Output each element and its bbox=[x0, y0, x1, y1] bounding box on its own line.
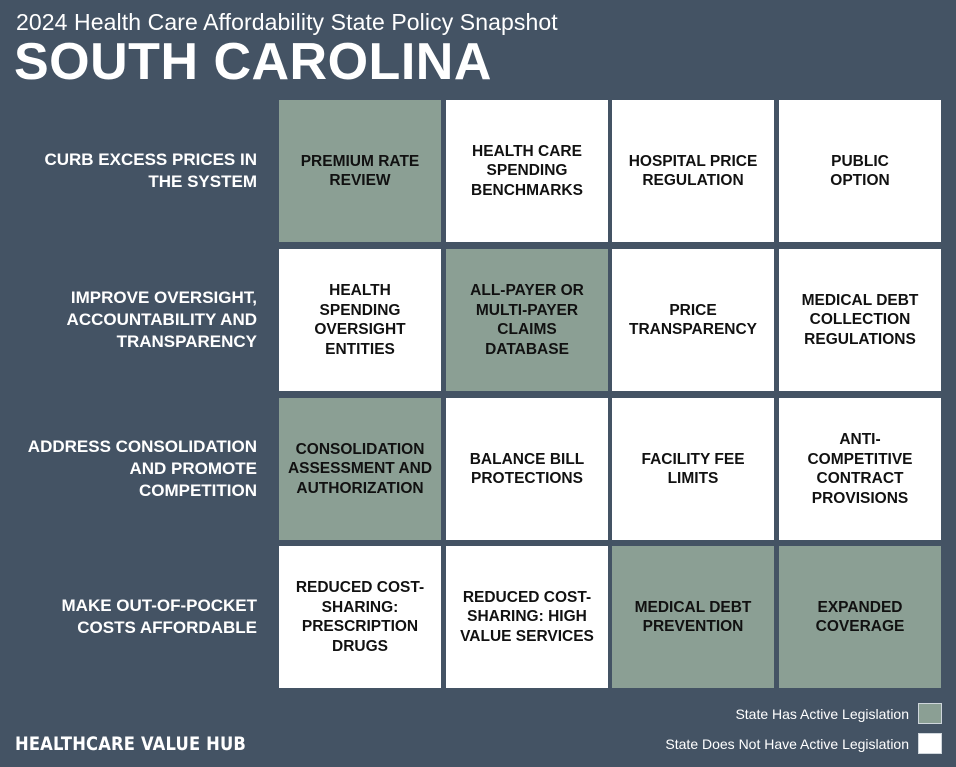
policy-cell-label: MEDICAL DEBT PREVENTION bbox=[634, 598, 752, 635]
policy-cell-label: ALL-PAYER OR MULTI-PAYER CLAIMS DATABASE bbox=[470, 282, 584, 358]
legend-active bbox=[735, 703, 942, 724]
page-title: SOUTH CAROLINA bbox=[14, 33, 492, 91]
row-label-text: IMPROVE OVERSIGHT, ACCOUNTABILITY AND TRANSPARENCY bbox=[66, 288, 257, 351]
page-subtitle: 2024 Health Care Affordability State Policy Snapshot bbox=[16, 9, 558, 35]
row-label-consolidation bbox=[0, 398, 257, 540]
policy-cell-consolidation-assessment bbox=[279, 398, 441, 540]
legend-inactive-swatch bbox=[918, 733, 942, 754]
legend-active-swatch bbox=[918, 703, 942, 724]
policy-cell-label: PUBLIC OPTION bbox=[830, 152, 890, 189]
policy-cell-label: PREMIUM RATE REVIEW bbox=[300, 152, 420, 189]
policy-cell-label: MEDICAL DEBT COLLECTION REGULATIONS bbox=[801, 291, 919, 348]
policy-cell-label: EXPANDED COVERAGE bbox=[815, 598, 905, 635]
policy-cell-label: HEALTH CARE SPENDING BENCHMARKS bbox=[471, 142, 583, 199]
policy-cell-expanded-coverage bbox=[779, 546, 941, 688]
legend-inactive bbox=[665, 733, 942, 754]
policy-cell-premium-rate-review bbox=[279, 100, 441, 242]
legend-inactive-label: State Does Not Have Active Legislation bbox=[665, 735, 909, 752]
policy-cell-anti-competitive bbox=[779, 398, 941, 540]
policy-cell-label: REDUCED COST-SHARING: PRESCRIPTION DRUGS bbox=[295, 579, 425, 655]
policy-cell-hospital-price-regulation bbox=[612, 100, 774, 242]
policy-cell-label: REDUCED COST-SHARING: HIGH VALUE SERVICES bbox=[460, 588, 594, 645]
policy-cell-label: HOSPITAL PRICE REGULATION bbox=[628, 152, 758, 189]
policy-cell-label: CONSOLIDATION ASSESSMENT AND AUTHORIZATION bbox=[287, 440, 433, 497]
policy-cell-cost-sharing-drugs bbox=[279, 546, 441, 688]
policy-cell-debt-collection bbox=[779, 249, 941, 391]
policy-cell-label: FACILITY FEE LIMITS bbox=[641, 450, 745, 487]
policy-cell-public-option bbox=[779, 100, 941, 242]
policy-cell-balance-bill bbox=[446, 398, 608, 540]
policy-cell-debt-prevention bbox=[612, 546, 774, 688]
policy-cell-label: ANTI-COMPETITIVE CONTRACT PROVISIONS bbox=[807, 431, 913, 507]
row-label-text: MAKE OUT-OF-POCKET COSTS AFFORDABLE bbox=[61, 596, 257, 637]
policy-cell-spending-benchmarks bbox=[446, 100, 608, 242]
policy-cell-claims-database bbox=[446, 249, 608, 391]
policy-cell-label: PRICE TRANSPARENCY bbox=[628, 301, 758, 338]
policy-cell-facility-fee bbox=[612, 398, 774, 540]
row-label-text: CURB EXCESS PRICES IN THE SYSTEM bbox=[44, 150, 257, 191]
row-label-out-of-pocket bbox=[0, 546, 257, 688]
policy-cell-label: BALANCE BILL PROTECTIONS bbox=[469, 450, 585, 487]
brand-logo-text: HEALTHCARE VALUE HUB bbox=[15, 733, 247, 755]
row-label-oversight bbox=[0, 249, 257, 391]
policy-cell-price-transparency bbox=[612, 249, 774, 391]
legend-active-label: State Has Active Legislation bbox=[735, 705, 909, 722]
row-label-text: ADDRESS CONSOLIDATION AND PROMOTE COMPETITION bbox=[27, 437, 257, 500]
policy-cell-cost-sharing-services bbox=[446, 546, 608, 688]
policy-cell-oversight-entities bbox=[279, 249, 441, 391]
row-label-prices bbox=[0, 100, 257, 242]
policy-cell-label: HEALTH SPENDING OVERSIGHT ENTITIES bbox=[314, 282, 406, 358]
